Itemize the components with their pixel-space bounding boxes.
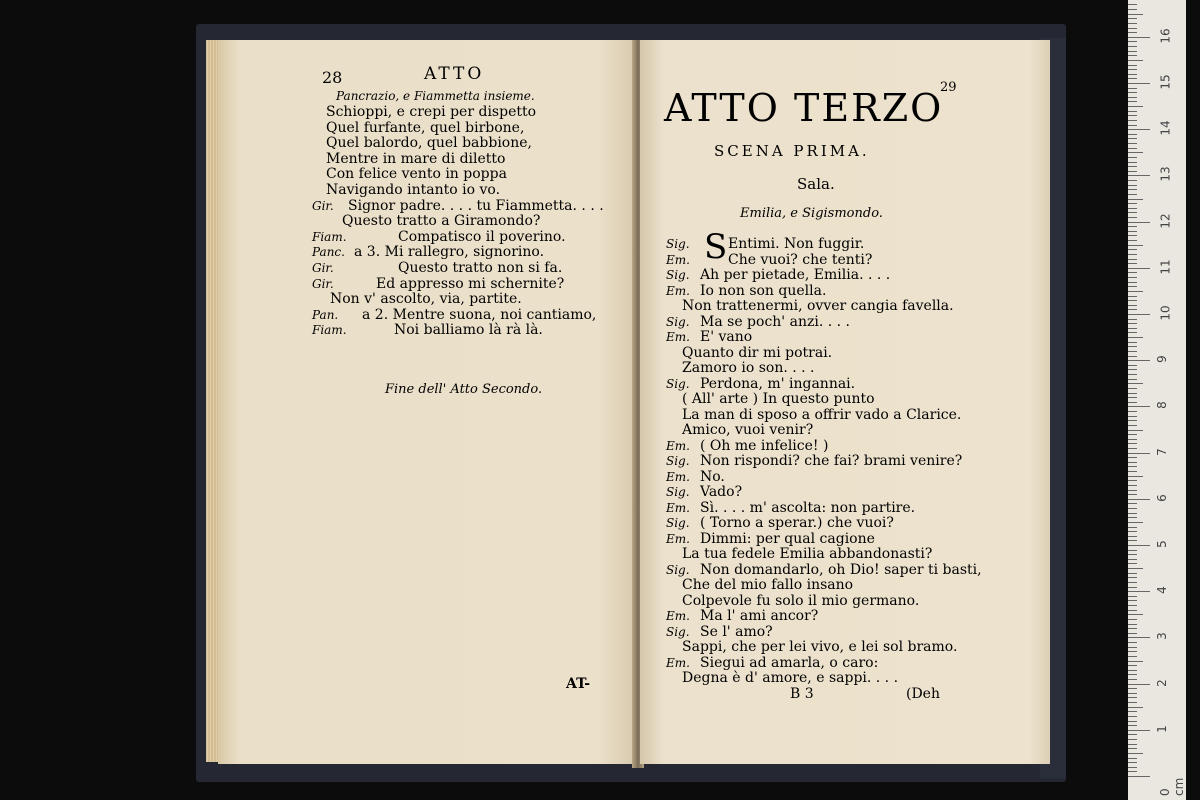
- ruler-label: 15: [1158, 74, 1173, 90]
- ruler-tick: [1128, 711, 1137, 712]
- ruler-tick: [1128, 125, 1137, 126]
- verse-line: E' vano: [700, 329, 753, 345]
- speaker-label: Pan.: [312, 307, 339, 322]
- ruler-tick: [1128, 88, 1137, 89]
- ruler-tick: [1128, 92, 1137, 93]
- ruler-label: 8: [1154, 401, 1169, 410]
- ruler-tick: [1128, 18, 1137, 19]
- ruler-label: 2: [1154, 678, 1169, 687]
- ruler-tick: [1128, 111, 1137, 112]
- ruler-label: 4: [1154, 586, 1169, 595]
- ruler-tick: [1128, 670, 1137, 671]
- ruler-tick: [1128, 559, 1137, 560]
- speaker-label: Em.: [666, 500, 690, 515]
- measuring-ruler: [1128, 0, 1186, 800]
- ruler-tick: [1128, 443, 1137, 444]
- ruler-tick: [1128, 300, 1137, 301]
- ruler-label: 12: [1158, 212, 1173, 229]
- ruler-tick: [1128, 730, 1150, 731]
- ruler-tick: [1128, 605, 1137, 606]
- ruler-tick: [1128, 771, 1137, 772]
- verse-line: Schioppi, e crepi per dispetto: [326, 104, 537, 120]
- ruler-tick: [1128, 471, 1137, 472]
- ruler-tick: [1128, 328, 1137, 329]
- verse-line: Dimmi: per qual cagione: [700, 530, 875, 547]
- ruler-tick: [1128, 194, 1137, 195]
- speaker-label: Sig.: [666, 237, 690, 251]
- ruler-tick: [1128, 55, 1137, 56]
- verse-line: ( All' arte ) In questo punto: [682, 391, 875, 407]
- ruler-tick: [1128, 162, 1137, 163]
- speaker-label: Fiam.: [312, 323, 347, 338]
- ruler-tick: [1128, 9, 1137, 10]
- ruler-tick: [1128, 4, 1137, 5]
- ruler-tick: [1128, 369, 1137, 370]
- ruler-tick: [1128, 573, 1137, 574]
- verse-line: Noi balliamo là rà là.: [394, 322, 543, 339]
- ruler-tick: [1128, 684, 1150, 685]
- ruler-tick: [1128, 374, 1137, 375]
- ruler-tick: [1128, 74, 1137, 75]
- ruler-tick: [1128, 490, 1137, 491]
- speaker-label: Sig.: [666, 562, 690, 577]
- ruler-tick: [1128, 309, 1137, 310]
- ruler-label: 10: [1158, 305, 1173, 321]
- ruler-tick: [1128, 568, 1143, 569]
- verse-line: No.: [700, 468, 725, 485]
- ruler-tick: [1128, 762, 1137, 763]
- ruler-tick: [1128, 314, 1150, 315]
- ruler-tick: [1128, 563, 1137, 564]
- speaker-label: Em.: [666, 330, 690, 344]
- ruler-tick: [1128, 536, 1137, 537]
- ruler-tick: [1128, 693, 1137, 694]
- ruler-tick: [1128, 222, 1150, 223]
- ruler-tick: [1128, 466, 1137, 467]
- ruler-tick: [1128, 69, 1137, 70]
- speaker-label: Em.: [666, 252, 690, 267]
- verse-line: Ma l' ami ancor?: [700, 608, 819, 624]
- ruler-tick: [1128, 226, 1137, 227]
- verse-line: Entimi. Non fuggir.: [728, 236, 865, 252]
- ruler-tick: [1128, 776, 1150, 777]
- ruler-tick: [1128, 332, 1137, 333]
- ruler-tick: [1128, 411, 1137, 412]
- ruler-label: 0 cm: [1158, 777, 1186, 796]
- ruler-tick: [1128, 319, 1137, 320]
- ruler-tick: [1128, 157, 1137, 158]
- ruler-tick: [1128, 296, 1137, 297]
- ruler-label: 7: [1154, 447, 1169, 456]
- ruler-tick: [1128, 522, 1143, 523]
- ruler-tick: [1128, 231, 1137, 232]
- ruler-tick: [1128, 485, 1137, 486]
- verse-line: Signor padre. . . . tu Fiammetta. . . .: [348, 197, 604, 214]
- ruler-tick: [1128, 554, 1137, 555]
- ruler-tick: [1128, 457, 1137, 458]
- speaker-label: Sig.: [666, 516, 690, 530]
- ruler-tick: [1128, 277, 1137, 278]
- verse-line: Amico, vuoi venir?: [682, 422, 814, 438]
- ruler-tick: [1128, 753, 1143, 754]
- verse-line: Non domandarlo, oh Dio! saper ti basti,: [700, 561, 982, 578]
- act-title: ATTO TERZO: [664, 86, 944, 130]
- speaker-label: Sig.: [666, 314, 690, 329]
- ruler-tick: [1128, 582, 1137, 583]
- ruler-tick: [1128, 661, 1143, 662]
- ruler-tick: [1128, 28, 1137, 29]
- verse-line: Zamoro io son. . . .: [682, 360, 815, 376]
- verse-line: Io non son quella.: [700, 282, 827, 299]
- left-catchword: AT-: [566, 676, 591, 692]
- speaker-label: Sig.: [666, 376, 690, 391]
- ruler-tick: [1128, 550, 1137, 551]
- verse-line: Ah per pietade, Emilia. . . .: [700, 267, 891, 283]
- ruler-tick: [1128, 508, 1137, 509]
- verse-line: Non trattenermi, ovver cangia favella.: [682, 298, 954, 314]
- verse-line: Degna è d' amore, e sappi. . . .: [682, 670, 899, 686]
- ruler-tick: [1128, 721, 1137, 722]
- left-running-head: ATTO: [424, 64, 485, 84]
- ruler-tick: [1128, 448, 1137, 449]
- ruler-tick: [1128, 360, 1150, 361]
- verse-line: Ma se poch' anzi. . . .: [700, 313, 850, 330]
- ruler-tick: [1128, 744, 1137, 745]
- ruler-tick: [1128, 249, 1137, 250]
- speaker-label: Em.: [666, 283, 690, 298]
- ruler-tick: [1128, 365, 1137, 366]
- ruler-tick: [1128, 14, 1143, 15]
- ruler-tick: [1128, 739, 1137, 740]
- ruler-tick: [1128, 235, 1137, 236]
- ruler-tick: [1128, 23, 1137, 24]
- ruler-tick: [1128, 180, 1137, 181]
- speaker-label: Sig.: [666, 454, 690, 468]
- ruler-tick: [1128, 337, 1143, 338]
- ruler-tick: [1128, 41, 1137, 42]
- ruler-tick: [1128, 416, 1137, 417]
- speaker-label: Em.: [666, 469, 690, 484]
- verse-line: Non v' ascolto, via, partite.: [330, 291, 522, 308]
- verse-line: a 2. Mentre suona, noi cantiamo,: [362, 306, 597, 323]
- ruler-tick: [1128, 268, 1150, 269]
- ruler-tick: [1128, 97, 1137, 98]
- verse-line: a 3. Mi rallegro, signorino.: [354, 244, 545, 261]
- ruler-tick: [1128, 291, 1143, 292]
- ruler-label: 9: [1154, 355, 1169, 364]
- left-page-number: 28: [322, 68, 343, 87]
- ruler-tick: [1128, 679, 1137, 680]
- ruler-tick: [1128, 725, 1137, 726]
- ruler-tick: [1128, 531, 1137, 532]
- verse-line: ( Oh me infelice! ): [700, 437, 829, 454]
- speaker-label: Em.: [666, 655, 690, 670]
- ruler-tick: [1128, 767, 1137, 768]
- ruler-tick: [1128, 716, 1137, 717]
- ruler-tick: [1128, 587, 1137, 588]
- ruler-label: 5: [1154, 540, 1169, 548]
- ruler-tick: [1128, 51, 1137, 52]
- verse-line: Sì. . . . m' ascolta: non partire.: [700, 499, 916, 516]
- ruler-tick: [1128, 494, 1137, 495]
- verse-line: Quel furfante, quel birbone,: [326, 119, 525, 136]
- ruler-tick: [1128, 388, 1137, 389]
- ruler-tick: [1128, 513, 1137, 514]
- speaker-label: Fiam.: [312, 229, 347, 244]
- ruler-tick: [1128, 383, 1143, 384]
- speaker-label: Panc.: [312, 245, 345, 260]
- ruler-tick: [1128, 614, 1143, 615]
- ruler-tick: [1128, 633, 1137, 634]
- verse-line: Siegui ad amarla, o caro:: [700, 654, 879, 671]
- ruler-tick: [1128, 134, 1137, 135]
- verse-line: Perdona, m' ingannai.: [700, 375, 856, 392]
- ruler-tick: [1128, 748, 1137, 749]
- ruler-tick: [1128, 651, 1137, 652]
- ruler-tick: [1128, 323, 1137, 324]
- drop-cap: S: [704, 227, 728, 267]
- ruler-tick: [1128, 702, 1137, 703]
- ruler-tick: [1128, 346, 1137, 347]
- ruler-label: 6: [1154, 493, 1169, 502]
- ruler-tick: [1128, 286, 1137, 287]
- ruler-tick: [1128, 203, 1137, 204]
- right-page-number: 29: [940, 80, 957, 95]
- ruler-tick: [1128, 245, 1143, 246]
- ruler-tick: [1128, 425, 1137, 426]
- ruler-tick: [1128, 212, 1137, 213]
- ruler-tick: [1128, 480, 1137, 481]
- ruler-label: 13: [1158, 166, 1173, 183]
- speaker-label: Em.: [666, 438, 690, 453]
- verse-line: Con felice vento in poppa: [326, 166, 507, 183]
- ruler-tick: [1128, 171, 1137, 172]
- ruler-tick: [1128, 503, 1137, 504]
- ruler-tick: [1128, 591, 1150, 592]
- ruler-tick: [1128, 688, 1137, 689]
- ruler-tick: [1128, 152, 1143, 153]
- ruler-tick: [1128, 600, 1137, 601]
- ruler-tick: [1128, 37, 1150, 38]
- ruler-tick: [1128, 189, 1137, 190]
- speaker-label: Sig.: [666, 485, 690, 499]
- ruler-tick: [1128, 60, 1143, 61]
- ruler-tick: [1128, 462, 1137, 463]
- ruler-tick: [1128, 305, 1137, 306]
- ruler-tick: [1128, 499, 1150, 500]
- scene-heading: SCENA PRIMA.: [714, 142, 870, 160]
- ruler-tick: [1128, 143, 1137, 144]
- ruler-tick: [1128, 642, 1137, 643]
- speaker-label: Em.: [666, 531, 690, 546]
- ruler-tick: [1128, 217, 1137, 218]
- ruler-tick: [1128, 420, 1137, 421]
- speaker-label: Em.: [666, 609, 690, 623]
- ruler-tick: [1128, 282, 1137, 283]
- ruler-tick: [1128, 734, 1137, 735]
- ruler-tick: [1128, 430, 1143, 431]
- ruler-label: 11: [1158, 259, 1173, 275]
- verse-line: Quel balordo, quel babbione,: [326, 135, 532, 152]
- ruler-tick: [1128, 46, 1137, 47]
- ruler-tick: [1128, 545, 1150, 546]
- ruler-tick: [1128, 78, 1137, 79]
- ruler-tick: [1128, 517, 1137, 518]
- ruler-tick: [1128, 254, 1137, 255]
- ruler-tick: [1128, 402, 1137, 403]
- verse-line: Non rispondi? che fai? brami venire?: [700, 453, 963, 469]
- ruler-tick: [1128, 175, 1150, 176]
- ruler-tick: [1128, 656, 1137, 657]
- right-catchword: (Deh: [906, 686, 940, 702]
- ruler-tick: [1128, 665, 1137, 666]
- verse-line: Che del mio fallo insano: [682, 577, 854, 593]
- ruler-tick: [1128, 356, 1137, 357]
- ruler-tick: [1128, 637, 1150, 638]
- ruler-tick: [1128, 476, 1143, 477]
- ruler-tick: [1128, 240, 1137, 241]
- ruler-tick: [1128, 406, 1150, 407]
- ruler-label: 14: [1158, 120, 1173, 136]
- speaker-label: Gir.: [312, 276, 334, 291]
- ruler-tick: [1128, 434, 1137, 435]
- verse-line: Mentre in mare di diletto: [326, 150, 506, 167]
- ruler-tick: [1128, 596, 1137, 597]
- ruler-tick: [1128, 397, 1137, 398]
- verse-line: La tua fedele Emilia abbandonasti?: [682, 546, 933, 562]
- ruler-tick: [1128, 138, 1137, 139]
- scene-setting: Sala.: [797, 175, 835, 193]
- ruler-tick: [1128, 259, 1137, 260]
- ruler-tick: [1128, 199, 1143, 200]
- speaker-label: Gir.: [312, 261, 334, 275]
- ruler-tick: [1128, 674, 1137, 675]
- ruler-tick: [1128, 453, 1150, 454]
- ruler-label: 16: [1158, 28, 1173, 44]
- verse-line: La man di sposo a offrir vado a Clarice.: [682, 406, 962, 423]
- verse-line: ( Torno a sperar.) che vuoi?: [700, 515, 894, 531]
- speaker-label: Gir.: [312, 198, 334, 213]
- ruler-tick: [1128, 83, 1150, 84]
- verse-line: Questo tratto a Giramondo?: [342, 213, 541, 230]
- left-stage-direction: Pancrazio, e Fiammetta insieme.: [336, 89, 535, 103]
- ruler-tick: [1128, 115, 1137, 116]
- left-end-note: Fine dell' Atto Secondo.: [385, 382, 543, 397]
- verse-line: Sappi, che per lei vivo, e lei sol bramo.: [682, 639, 958, 655]
- ruler-tick: [1128, 697, 1137, 698]
- ruler-tick: [1128, 272, 1137, 273]
- speaker-label: Sig.: [666, 268, 690, 282]
- verse-line: Vado?: [700, 484, 743, 500]
- verse-line: Quanto dir mi potrai.: [682, 344, 833, 361]
- ruler-tick: [1128, 101, 1137, 102]
- ruler-tick: [1128, 628, 1137, 629]
- ruler-tick: [1128, 577, 1137, 578]
- ruler-tick: [1128, 527, 1137, 528]
- ruler-tick: [1128, 129, 1150, 130]
- ruler-tick: [1128, 540, 1137, 541]
- ruler-tick: [1128, 351, 1137, 352]
- ruler-tick: [1128, 647, 1137, 648]
- ruler-tick: [1128, 379, 1137, 380]
- verse-line: Colpevole fu solo il mio germano.: [682, 592, 920, 609]
- ruler-tick: [1128, 185, 1137, 186]
- ruler-label: 3: [1154, 632, 1169, 641]
- ruler-tick: [1128, 624, 1137, 625]
- verse-line: Navigando intanto io vo.: [326, 182, 501, 198]
- scene-characters: Emilia, e Sigismondo.: [740, 206, 883, 221]
- verse-line: Questo tratto non si fa.: [398, 260, 563, 276]
- verse-line: Ed appresso mi schernite?: [376, 275, 565, 292]
- ruler-tick: [1128, 610, 1137, 611]
- signature-mark: B 3: [790, 686, 814, 702]
- ruler-label: 1: [1154, 724, 1169, 733]
- ruler-tick: [1128, 65, 1137, 66]
- verse-line: Se l' amo?: [700, 623, 773, 640]
- ruler-tick: [1128, 106, 1143, 107]
- ruler-tick: [1128, 120, 1137, 121]
- ruler-tick: [1128, 166, 1137, 167]
- speaker-label: Sig.: [666, 624, 690, 639]
- ruler-tick: [1128, 439, 1137, 440]
- verse-line: Che vuoi? che tenti?: [728, 251, 873, 268]
- ruler-tick: [1128, 393, 1137, 394]
- ruler-tick: [1128, 619, 1137, 620]
- verse-line: Compatisco il poverino.: [398, 228, 566, 245]
- ruler-tick: [1128, 263, 1137, 264]
- ruler-tick: [1128, 342, 1137, 343]
- ruler-tick: [1128, 148, 1137, 149]
- ruler-tick: [1128, 32, 1137, 33]
- ruler-tick: [1128, 208, 1137, 209]
- ruler-tick: [1128, 758, 1137, 759]
- ruler-tick: [1128, 707, 1143, 708]
